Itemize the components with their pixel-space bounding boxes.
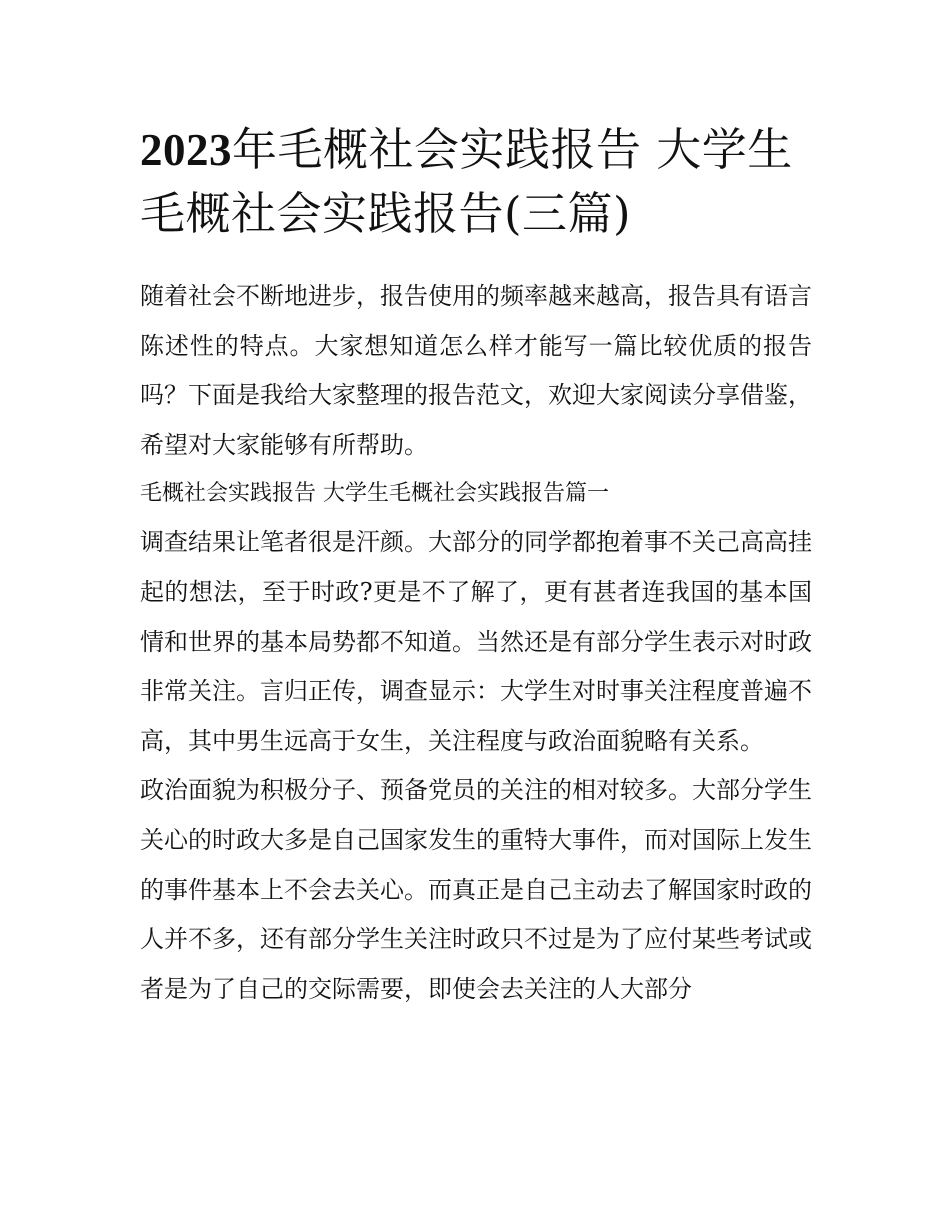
intro-paragraph: 随着社会不断地进步，报告使用的频率越来越高，报告具有语言陈述性的特点。大家想知道怎么样才能写一篇比较优质的报告吗？下面是我给大家整理的报告范文，欢迎大家阅读分享借鉴，希望对大家能够有所帮助。 — [140, 282, 812, 459]
title-year: 2023 — [140, 125, 232, 175]
document-page — [140, 118, 812, 1014]
document-title — [140, 118, 812, 246]
title-text: 年毛概社会实践报告 大学生毛概社会实践报告(三篇) — [140, 123, 793, 240]
section-heading: 毛概社会实践报告 大学生毛概社会实践报告篇一 — [140, 481, 609, 507]
body-paragraph-2: 政治面貌为积极分子、预备党员的关注的相对较多。大部分学生关心的时政大多是自己国家发生的重特大事件，而对国际上发生的事件基本上不会去关心。而真正是自己主动去了解国家时政的人并不多，还有部分学生关注时政只不过是为了应付某些考试或者是为了自己的交际需要，即使会去关注的人大部分 — [140, 776, 812, 1003]
body-paragraph-1: 调查结果让笔者很是汗颜。大部分的同学都抱着事不关己高高挂起的想法，至于时政?更是不了解了，更有甚者连我国的基本国情和世界的基本局势都不知道。当然还是有部分学生表示对时政非常关注。言归正传，调查显示：大学生对时事关注程度普遍不高，其中男生远高于女生，关注程度与政治面貌略有关系。 — [140, 528, 812, 755]
